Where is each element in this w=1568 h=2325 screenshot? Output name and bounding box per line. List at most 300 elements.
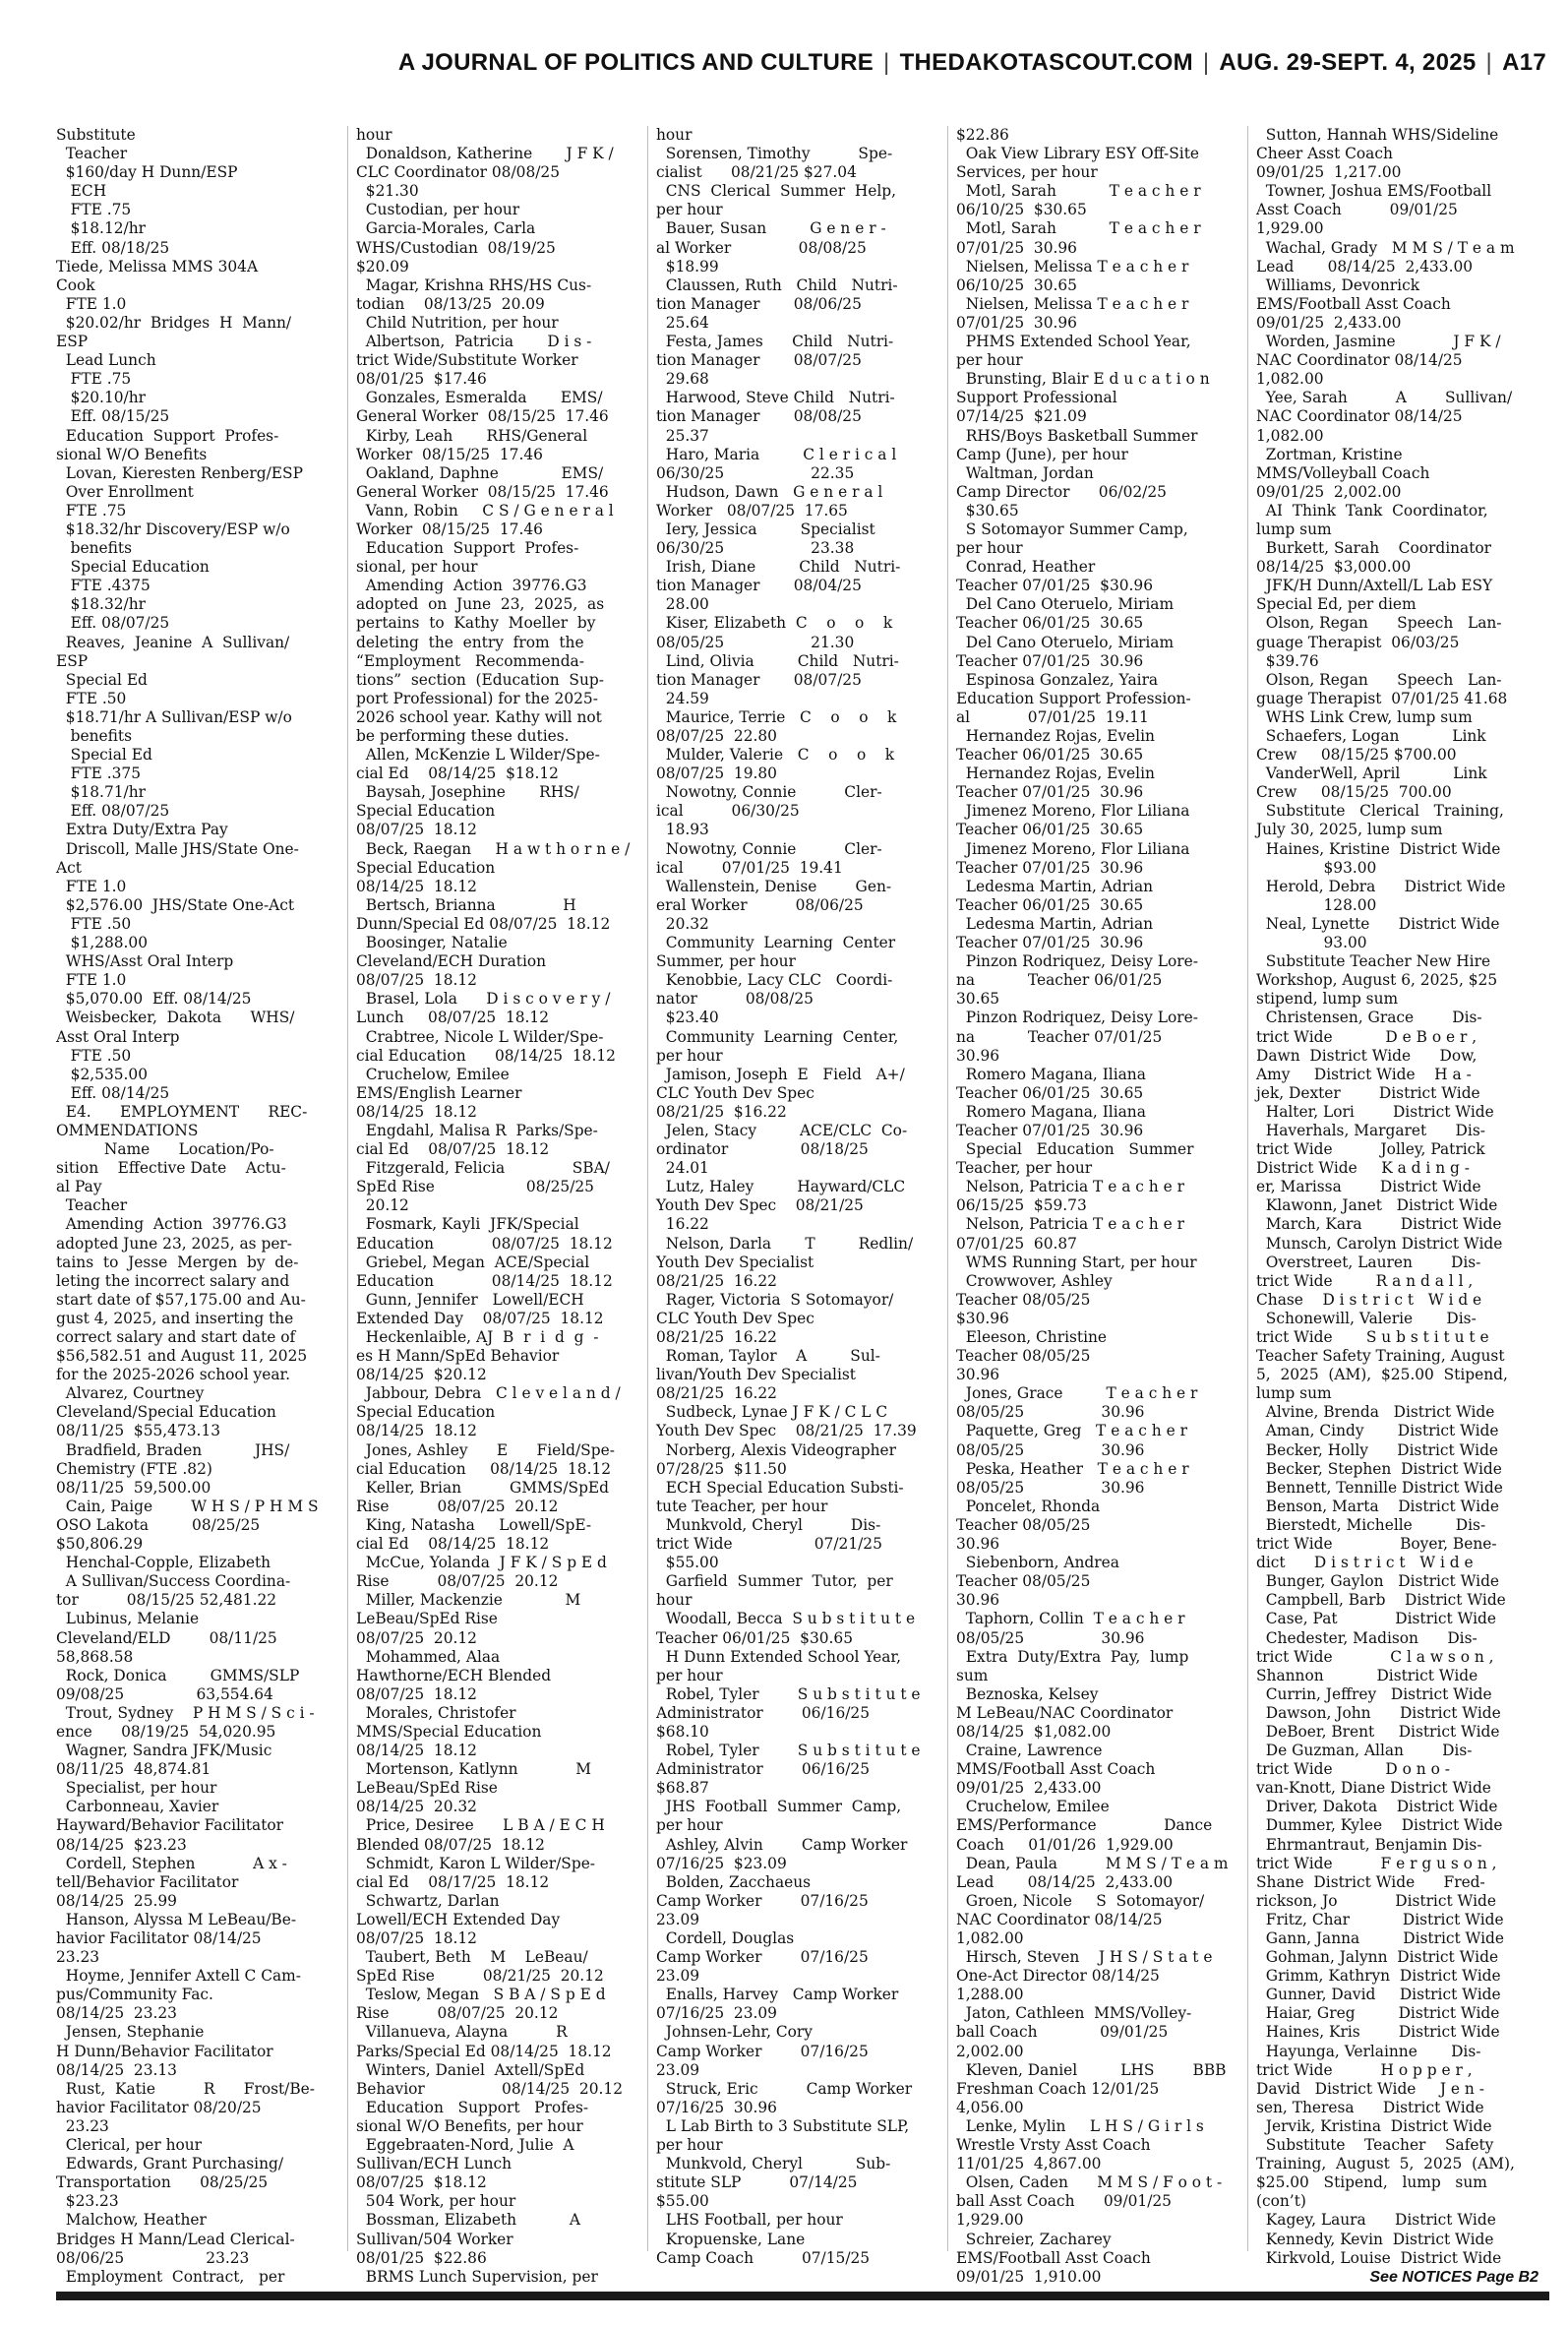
notice-line: jek, Dexter District Wide bbox=[1256, 1083, 1480, 1102]
notice-line: 20.12 bbox=[356, 1196, 409, 1215]
notice-line: ball Coach 09/01/25 bbox=[956, 2023, 1169, 2042]
notice-line: rickson, Jo District Wide bbox=[1256, 1891, 1496, 1910]
notice-line: Campbell, Barb District Wide bbox=[1256, 1591, 1506, 1610]
notice-line: Claussen, Ruth Child Nutri- bbox=[656, 275, 898, 294]
notice-line: 08/07/25 19.80 bbox=[656, 765, 777, 783]
notice-line: Teacher 08/05/25 bbox=[956, 1290, 1091, 1309]
notice-line: Schaefers, Logan Link bbox=[1256, 727, 1486, 745]
notice-line: Teacher 07/01/25 30.96 bbox=[956, 783, 1144, 802]
notice-line: Blended 08/07/25 18.12 bbox=[356, 1835, 545, 1854]
notice-line: Kleven, Daniel LHS BBB bbox=[956, 2060, 1227, 2079]
notice-line: tute Teacher, per hour bbox=[656, 1497, 828, 1515]
notice-line: Education Support Profes- bbox=[356, 539, 579, 558]
notice-line: Munkvold, Cheryl Sub- bbox=[656, 2155, 891, 2173]
notice-line: Carbonneau, Xavier bbox=[56, 1798, 219, 1816]
notice-line: M LeBeau/NAC Coordinator bbox=[956, 1703, 1174, 1722]
notice-line: 08/21/25 16.22 bbox=[656, 1384, 777, 1403]
notice-line: Lutz, Haley Hayward/CLC bbox=[656, 1178, 906, 1196]
notice-line: Brunsting, Blair E d u c a t i o n bbox=[956, 370, 1210, 389]
notice-line: 08/11/25 59,500.00 bbox=[56, 1478, 211, 1497]
notice-line: Munsch, Carolyn District Wide bbox=[1256, 1234, 1503, 1253]
notice-line: Camp Worker 07/16/25 bbox=[656, 2042, 869, 2060]
notice-line: $30.96 bbox=[956, 1309, 1009, 1327]
notice-line: Maurice, Terrie C o o k bbox=[656, 707, 897, 726]
notice-line: King, Natasha Lowell/SpE- bbox=[356, 1515, 592, 1534]
notice-line: Crowwover, Ashley bbox=[956, 1271, 1113, 1290]
notice-line: Teacher 07/01/25 30.96 bbox=[956, 858, 1144, 877]
notice-line: Taphorn, Collin T e a c h e r bbox=[956, 1610, 1185, 1628]
notice-line: $1,288.00 bbox=[56, 934, 149, 952]
notice-line: Kenobbie, Lacy CLC Coordi- bbox=[656, 971, 893, 990]
notice-line: Olson, Regan Speech Lan- bbox=[1256, 670, 1502, 689]
notice-line: SpEd Rise 08/25/25 bbox=[356, 1178, 594, 1196]
notice-line: 08/07/25 18.12 bbox=[356, 1929, 477, 1947]
notice-line: 16.22 bbox=[656, 1215, 709, 1234]
notice-line: Substitute Teacher New Hire bbox=[1256, 952, 1491, 971]
notice-line: (con’t) bbox=[1256, 2192, 1306, 2211]
notice-line: 58,868.58 bbox=[56, 1647, 134, 1666]
notice-line: tion Manager 08/07/25 bbox=[656, 351, 862, 370]
notice-line: Griebel, Megan ACE/Special bbox=[356, 1253, 590, 1271]
notice-line: BRMS Lunch Supervision, per bbox=[356, 2267, 598, 2286]
notice-line: Dummer, Kylee District Wide bbox=[1256, 1816, 1503, 1835]
notice-line: Amy District Wide H a - bbox=[1256, 1065, 1472, 1083]
notice-line: Robel, Tyler S u b s t i t u t e bbox=[656, 1684, 921, 1703]
notice-line: Custodian, per hour bbox=[356, 201, 520, 219]
notice-line: Enalls, Harvey Camp Worker bbox=[656, 1986, 899, 2004]
notice-line: Ledesma Martin, Adrian bbox=[956, 914, 1154, 933]
notice-line: al Pay bbox=[56, 1178, 102, 1196]
notice-column-3 bbox=[656, 126, 938, 2267]
notice-line: havior Facilitator 08/14/25 bbox=[56, 1929, 262, 1947]
notice-line: Dawn District Wide Dow, bbox=[1256, 1046, 1478, 1065]
notice-line: Wrestle Vrsty Asst Coach bbox=[956, 2136, 1151, 2155]
notice-line: pus/Community Fac. bbox=[56, 1986, 213, 2004]
notice-line: Teacher bbox=[56, 1196, 128, 1215]
notice-line: Espinosa Gonzalez, Yaira bbox=[956, 670, 1159, 689]
notice-line: 1,082.00 bbox=[1256, 426, 1324, 445]
notice-line: Halter, Lori District Wide bbox=[1256, 1102, 1494, 1121]
notice-line: Community Learning Center bbox=[656, 934, 896, 952]
notice-line: Bunger, Gaylon District Wide bbox=[1256, 1572, 1500, 1591]
notice-line: Lowell/ECH Extended Day bbox=[356, 1910, 561, 1928]
notice-line: Teacher 07/01/25 30.96 bbox=[956, 651, 1144, 670]
column-divider bbox=[647, 126, 648, 2251]
notice-line: adopted on June 23, 2025, as bbox=[356, 595, 605, 614]
notice-line: Baysah, Josephine RHS/ bbox=[356, 783, 579, 802]
notice-line: Johnsen-Lehr, Cory bbox=[656, 2023, 813, 2042]
notice-line: trict Wide H o p p e r , bbox=[1256, 2060, 1473, 2079]
notice-line: trict Wide D e B o e r , bbox=[1256, 1027, 1478, 1046]
notice-line: Currin, Jeffrey District Wide bbox=[1256, 1684, 1492, 1703]
notice-line: 08/21/25 16.22 bbox=[656, 1271, 777, 1290]
notice-line: Cheer Asst Coach bbox=[1256, 145, 1393, 163]
notice-line: cial Ed 08/17/25 18.12 bbox=[356, 1872, 550, 1891]
notice-line: Name Location/Po- bbox=[56, 1140, 274, 1159]
notice-line: cialist 08/21/25 $27.04 bbox=[656, 163, 857, 182]
notice-line: Haiar, Greg District Wide bbox=[1256, 2004, 1500, 2023]
notice-line: trict Wide/Substitute Worker bbox=[356, 351, 578, 370]
notice-line: Schmidt, Karon L Wilder/Spe- bbox=[356, 1854, 596, 1872]
notice-line: sional W/O Benefits bbox=[56, 445, 208, 463]
notice-line: Asst Oral Interp bbox=[56, 1027, 180, 1046]
notice-line: Magar, Krishna RHS/HS Cus- bbox=[356, 275, 592, 294]
notice-line: FTE .50 bbox=[56, 1046, 132, 1065]
notice-line: Support Professional bbox=[956, 389, 1117, 407]
notice-line: Lubinus, Melanie bbox=[56, 1610, 200, 1628]
notice-line: 08/14/25 18.12 bbox=[356, 1422, 477, 1440]
notice-line: NAC Coordinator 08/14/25 bbox=[1256, 407, 1463, 426]
notice-line: 06/30/25 22.35 bbox=[656, 463, 855, 482]
notice-line: Dawson, John District Wide bbox=[1256, 1703, 1501, 1722]
notice-line: cial Education 08/14/25 18.12 bbox=[356, 1046, 616, 1065]
notice-line: E4. EMPLOYMENT REC- bbox=[56, 1102, 308, 1121]
notice-line: Substitute Clerical Training, bbox=[1256, 802, 1504, 821]
publication-tagline: A JOURNAL OF POLITICS AND CULTURE bbox=[397, 49, 874, 76]
notice-line: Motl, Sarah T e a c h e r bbox=[956, 219, 1201, 238]
notice-line: WHS/Custodian 08/19/25 bbox=[356, 238, 556, 257]
notice-line: sum bbox=[956, 1666, 989, 1684]
notice-line: Towner, Joshua EMS/Football bbox=[1256, 182, 1492, 201]
notice-line: 24.59 bbox=[656, 689, 709, 707]
notice-line: JHS Football Summer Camp, bbox=[656, 1798, 902, 1816]
notice-line: $21.30 bbox=[356, 182, 419, 201]
notice-line: $18.12/hr bbox=[56, 219, 146, 238]
column-divider bbox=[1247, 126, 1248, 2251]
notice-line: trict Wide D o n o - bbox=[1256, 1760, 1450, 1779]
notice-line: Nowotny, Connie Cler- bbox=[656, 783, 882, 802]
notice-line: Mulder, Valerie C o o k bbox=[656, 746, 895, 765]
notice-line: 08/14/25 18.12 bbox=[356, 877, 477, 895]
notice-line: WHS/Asst Oral Interp bbox=[56, 952, 234, 971]
notice-line: Cain, Paige W H S / P H M S bbox=[56, 1497, 319, 1515]
notice-line: Special Ed, per diem bbox=[1256, 595, 1417, 614]
notice-line: trict Wide Boyer, Bene- bbox=[1256, 1535, 1497, 1554]
notice-line: na Teacher 07/01/25 bbox=[956, 1027, 1163, 1046]
notice-line: Gunn, Jennifer Lowell/ECH bbox=[356, 1290, 584, 1309]
notice-line: Hawthorne/ECH Blended bbox=[356, 1666, 552, 1684]
notice-line: 06/10/25 $30.65 bbox=[956, 201, 1087, 219]
notice-line: trict Wide C l a w s o n , bbox=[1256, 1647, 1494, 1666]
notice-line: Substitute bbox=[56, 126, 136, 144]
notice-line: trict Wide R a n d a l l , bbox=[1256, 1271, 1474, 1290]
notice-line: Malchow, Heather bbox=[56, 2211, 207, 2230]
notice-line: Cleveland/ECH Duration bbox=[356, 952, 547, 971]
notice-line: 23.09 bbox=[656, 2060, 700, 2079]
notice-line: Cleveland/Special Education bbox=[56, 1403, 276, 1422]
notice-line: Sullivan/ECH Lunch bbox=[356, 2155, 513, 2173]
notice-line: Sutton, Hannah WHS/Sideline bbox=[1256, 126, 1499, 144]
notice-line: Camp Director 06/02/25 bbox=[956, 482, 1167, 501]
notice-line: WMS Running Start, per hour bbox=[956, 1253, 1197, 1271]
notice-line: 08/05/25 30.96 bbox=[956, 1478, 1145, 1497]
notice-line: FTE .375 bbox=[56, 765, 142, 783]
notice-line: Olsen, Caden M M S / F o o t - bbox=[956, 2173, 1223, 2192]
notice-line: ical 06/30/25 bbox=[656, 802, 800, 821]
notice-column-5 bbox=[1256, 126, 1538, 2267]
issue-dates: AUG. 29-SEPT. 4, 2025 bbox=[1219, 49, 1477, 76]
notice-line: per hour bbox=[956, 539, 1023, 558]
notice-line: Villanueva, Alayna R bbox=[356, 2023, 568, 2042]
notice-line: Lead 08/14/25 2,433.00 bbox=[956, 1872, 1174, 1891]
notice-line: 30.96 bbox=[956, 1591, 1000, 1610]
notice-line: $68.87 bbox=[656, 1779, 709, 1798]
notice-line: Coach 01/01/26 1,929.00 bbox=[956, 1835, 1174, 1854]
notice-line: Shane District Wide Fred- bbox=[1256, 1872, 1485, 1891]
notice-line: General Worker 08/15/25 17.46 bbox=[356, 482, 609, 501]
notice-line: Taubert, Beth M LeBeau/ bbox=[356, 1948, 588, 1967]
notice-line: Grimm, Kathryn District Wide bbox=[1256, 1967, 1501, 1986]
notice-line: Dean, Paula M M S / T e a m bbox=[956, 1854, 1229, 1872]
notice-line: Rock, Donica GMMS/SLP bbox=[56, 1666, 300, 1684]
notice-line: Oak View Library ESY Off-Site bbox=[956, 145, 1200, 163]
notice-line: SpEd Rise 08/21/25 20.12 bbox=[356, 1967, 604, 1986]
notice-line: MMS/Special Education bbox=[356, 1722, 542, 1741]
notice-line: ordinator 08/18/25 bbox=[656, 1140, 869, 1159]
notice-line: Vann, Robin C S / G e n e r a l bbox=[356, 501, 614, 520]
notice-line: WHS Link Crew, lump sum bbox=[1256, 707, 1473, 726]
notice-line: 2,002.00 bbox=[956, 2042, 1024, 2060]
notice-line: 08/14/25 $3,000.00 bbox=[1256, 558, 1412, 577]
notice-line: 08/14/25 18.12 bbox=[356, 1102, 477, 1121]
notice-line: Rise 08/07/25 20.12 bbox=[356, 1497, 559, 1515]
notice-line: Cleveland/ELD 08/11/25 bbox=[56, 1628, 277, 1647]
notice-line: $25.00 Stipend, lump sum bbox=[1256, 2173, 1487, 2192]
notice-line: Bradfield, Braden JHS/ bbox=[56, 1440, 290, 1459]
notice-line: David District Wide J e n - bbox=[1256, 2079, 1484, 2098]
notice-line: “Employment Recommenda- bbox=[356, 651, 584, 670]
notice-column-1 bbox=[56, 126, 338, 2286]
notice-line: Crew 08/15/25 $700.00 bbox=[1256, 746, 1457, 765]
notice-line: al 07/01/25 19.11 bbox=[956, 707, 1149, 726]
notice-line: EMS/Performance Dance bbox=[956, 1816, 1213, 1835]
notice-line: Teacher Safety Training, August bbox=[1256, 1347, 1505, 1366]
notice-line: Special Ed bbox=[56, 670, 148, 689]
notice-line: Fosmark, Kayli JFK/Special bbox=[356, 1215, 579, 1234]
notice-line: $2,576.00 JHS/State One-Act bbox=[56, 895, 295, 914]
notice-line: Kirkvold, Louise District Wide bbox=[1256, 2248, 1502, 2267]
notice-line: Eggebraaten-Nord, Julie A bbox=[356, 2136, 574, 2155]
notice-line: Haines, Kristine District Wide bbox=[1256, 839, 1501, 858]
notice-line: van-Knott, Diane District Wide bbox=[1256, 1779, 1491, 1798]
notice-line: benefits bbox=[56, 727, 133, 745]
notice-line: OSO Lakota 08/25/25 bbox=[56, 1515, 261, 1534]
notice-line: tion Manager 08/08/25 bbox=[656, 407, 862, 426]
notice-line: Irish, Diane Child Nutri- bbox=[656, 558, 901, 577]
notice-line: ESP bbox=[56, 333, 89, 351]
notice-line: Asst Coach 09/01/25 bbox=[1256, 201, 1458, 219]
notice-line: Waltman, Jordan bbox=[956, 463, 1094, 482]
notice-line: Schonewill, Valerie Dis- bbox=[1256, 1309, 1477, 1327]
notice-line: Lenke, Mylin L H S / G i r l s bbox=[956, 2116, 1204, 2135]
notice-line: PHMS Extended School Year, bbox=[956, 333, 1191, 351]
notice-line: 08/11/25 48,874.81 bbox=[56, 1760, 211, 1779]
notice-line: ball Asst Coach 09/01/25 bbox=[956, 2192, 1172, 2211]
notice-line: Tiede, Melissa MMS 304A bbox=[56, 257, 259, 275]
notice-line: Teacher, per hour bbox=[956, 1159, 1093, 1178]
notice-line: Lind, Olivia Child Nutri- bbox=[656, 651, 899, 670]
notice-line: ECH bbox=[56, 182, 107, 201]
notice-line: Mortenson, Katlynn M bbox=[356, 1760, 591, 1779]
notice-line: $30.65 bbox=[956, 501, 1019, 520]
notice-line: sen, Theresa District Wide bbox=[1256, 2098, 1484, 2116]
notice-line: Summer, per hour bbox=[656, 952, 796, 971]
notice-column-2 bbox=[356, 126, 638, 2286]
notice-line: Cordell, Stephen A x - bbox=[56, 1854, 287, 1872]
notice-line: Camp Worker 07/16/25 bbox=[656, 1948, 869, 1967]
notice-line: guage Therapist 07/01/25 41.68 bbox=[1256, 689, 1508, 707]
notice-line: 08/05/25 30.96 bbox=[956, 1440, 1145, 1459]
continued-notice-link[interactable]: See NOTICES Page B2 bbox=[1369, 2269, 1538, 2286]
page-number: A17 bbox=[1502, 49, 1546, 76]
notice-line: todian 08/13/25 20.09 bbox=[356, 294, 545, 313]
notice-line: McCue, Yolanda J F K / S p E d bbox=[356, 1554, 607, 1572]
notice-line: Teacher 06/01/25 30.65 bbox=[956, 746, 1144, 765]
notice-line: 07/14/25 $21.09 bbox=[956, 407, 1087, 426]
notice-line: start date of $57,175.00 and Au- bbox=[56, 1290, 306, 1309]
masthead-text bbox=[398, 49, 1546, 77]
notice-line: 25.64 bbox=[656, 313, 709, 332]
notice-line: $23.40 bbox=[656, 1009, 719, 1027]
notice-line: $18.71/hr bbox=[56, 783, 146, 802]
notice-line: 23.09 bbox=[656, 1910, 700, 1928]
notice-line: 08/14/25 23.23 bbox=[56, 2004, 177, 2023]
notice-line: for the 2025-2026 school year. bbox=[56, 1366, 291, 1384]
notice-line: Winters, Daniel Axtell/SpEd bbox=[356, 2060, 585, 2079]
notice-line: 24.01 bbox=[656, 1159, 709, 1178]
notice-line: Eff. 08/07/25 bbox=[56, 614, 170, 633]
notice-line: cial Ed 08/07/25 18.12 bbox=[356, 1140, 550, 1159]
notice-line: Cordell, Douglas bbox=[656, 1929, 795, 1947]
notice-line: 08/01/25 $22.86 bbox=[356, 2248, 487, 2267]
notice-line: FTE .75 bbox=[56, 201, 132, 219]
notice-line: Rise 08/07/25 20.12 bbox=[356, 1572, 559, 1591]
notice-line: Robel, Tyler S u b s t i t u t e bbox=[656, 1742, 921, 1760]
notice-line: Teacher 06/01/25 30.65 bbox=[956, 895, 1144, 914]
notice-line: Worker 08/15/25 17.46 bbox=[356, 520, 543, 538]
notice-line: Teslow, Megan S B A / S p E d bbox=[356, 1986, 606, 2004]
notice-line: 08/07/25 18.12 bbox=[356, 1684, 477, 1703]
notice-line: port Professional) for the 2025- bbox=[356, 689, 598, 707]
notice-line: Henchal-Copple, Elizabeth bbox=[56, 1554, 271, 1572]
notice-line: 08/14/25 23.13 bbox=[56, 2060, 177, 2079]
notice-line: Cook bbox=[56, 275, 95, 294]
notice-line: ence 08/19/25 54,020.95 bbox=[56, 1722, 276, 1741]
notice-line: 09/01/25 1,910.00 bbox=[956, 2267, 1102, 2286]
notice-line: Romero Magana, Iliana bbox=[956, 1102, 1146, 1121]
notice-line: Employment Contract, per bbox=[56, 2267, 285, 2286]
masthead-separator: | bbox=[1202, 49, 1210, 76]
notice-line: Teacher 07/01/25 30.96 bbox=[956, 1121, 1144, 1139]
notice-line: Crew 08/15/25 700.00 bbox=[1256, 783, 1452, 802]
notice-line: Aman, Cindy District Wide bbox=[1256, 1422, 1499, 1440]
notice-line: cial Ed 08/14/25 18.12 bbox=[356, 1535, 550, 1554]
notice-line: ECH Special Education Substi- bbox=[656, 1478, 904, 1497]
website-link[interactable]: THEDAKOTASCOUT.COM bbox=[899, 49, 1193, 76]
notice-line: Keller, Brian GMMS/SpEd bbox=[356, 1478, 610, 1497]
notice-line: Gunner, David District Wide bbox=[1256, 1986, 1501, 2004]
notice-line: Camp (June), per hour bbox=[956, 445, 1128, 463]
notice-line: Lead 08/14/25 2,433.00 bbox=[1256, 257, 1474, 275]
notice-line: FTE .50 bbox=[56, 914, 132, 933]
notice-line: 06/15/25 $59.73 bbox=[956, 1196, 1087, 1215]
notice-line: Bossman, Elizabeth A bbox=[356, 2211, 580, 2230]
notice-line: Special Ed bbox=[56, 746, 152, 765]
notice-line: Bierstedt, Michelle Dis- bbox=[1256, 1515, 1486, 1534]
notice-line: 1,082.00 bbox=[1256, 370, 1324, 389]
notice-line: Allen, McKenzie L Wilder/Spe- bbox=[356, 746, 600, 765]
notice-line: Cruchelow, Emilee bbox=[356, 1065, 510, 1083]
notice-line: Eleeson, Christine bbox=[956, 1328, 1108, 1346]
notice-line: FTE .75 bbox=[56, 501, 127, 520]
notice-line: Ashley, Alvin Camp Worker bbox=[656, 1835, 908, 1854]
notice-line: Bolden, Zacchaeus bbox=[656, 1872, 812, 1891]
notice-line: Hernandez Rojas, Evelin bbox=[956, 765, 1155, 783]
notice-line: Education 08/07/25 18.12 bbox=[356, 1234, 613, 1253]
notice-line: 08/07/25 18.12 bbox=[356, 971, 477, 990]
notice-line: gust 4, 2025, and inserting the bbox=[56, 1309, 294, 1327]
notice-line: Teacher 06/01/25 30.65 bbox=[956, 614, 1144, 633]
notice-line: Worden, Jasmine J F K / bbox=[1256, 333, 1501, 351]
masthead-separator: | bbox=[1485, 49, 1493, 76]
notice-line: EMS/English Learner bbox=[356, 1083, 522, 1102]
notice-line: A Sullivan/Success Coordina- bbox=[56, 1572, 291, 1591]
notice-line: Del Cano Oteruelo, Miriam bbox=[956, 633, 1175, 651]
notice-line: 08/07/25 22.80 bbox=[656, 727, 777, 745]
notice-line: NAC Coordinator 08/14/25 bbox=[956, 1910, 1163, 1928]
notice-line: sional W/O Benefits, per hour bbox=[356, 2116, 583, 2135]
notice-line: es H Mann/SpEd Behavior bbox=[356, 1347, 560, 1366]
notice-line: $68.10 bbox=[656, 1722, 709, 1741]
notice-line: 08/14/25 25.99 bbox=[56, 1891, 177, 1910]
notice-line: deleting the entry from the bbox=[356, 633, 584, 651]
notice-line: Miller, Mackenzie M bbox=[356, 1591, 581, 1610]
notice-line: Harwood, Steve Child Nutri- bbox=[656, 389, 895, 407]
notice-line: ical 07/01/25 19.41 bbox=[656, 858, 843, 877]
notice-line: Williams, Devonrick bbox=[1256, 275, 1420, 294]
notice-line: Iery, Jessica Specialist bbox=[656, 520, 875, 538]
notice-line: 20.32 bbox=[656, 914, 709, 933]
notice-line: nator 08/08/25 bbox=[656, 990, 814, 1009]
notice-line: Nelson, Patricia T e a c h e r bbox=[956, 1215, 1184, 1234]
notice-line: stipend, lump sum bbox=[1256, 990, 1399, 1009]
notice-line: 08/06/25 23.23 bbox=[56, 2248, 250, 2267]
notice-line: 07/16/25 $23.09 bbox=[656, 1854, 787, 1872]
notice-line: tor 08/15/25 52,481.22 bbox=[56, 1591, 277, 1610]
notice-line: Craine, Lawrence bbox=[956, 1742, 1103, 1760]
notice-line: Garcia-Morales, Carla bbox=[356, 219, 536, 238]
notice-line: $18.71/hr A Sullivan/ESP w/o bbox=[56, 707, 292, 726]
notice-line: 08/21/25 16.22 bbox=[656, 1328, 777, 1346]
notice-line: Special Education bbox=[356, 858, 496, 877]
notice-line: Yee, Sarah A Sullivan/ bbox=[1256, 389, 1513, 407]
notice-line: 06/10/25 30.65 bbox=[956, 275, 1077, 294]
notice-line: Freshman Coach 12/01/25 bbox=[956, 2079, 1160, 2098]
notice-line: 11/01/25 4,867.00 bbox=[956, 2155, 1102, 2173]
notice-line: 09/01/25 1,217.00 bbox=[1256, 163, 1402, 182]
notice-line: Rust, Katie R Frost/Be- bbox=[56, 2079, 315, 2098]
notice-line: Jelen, Stacy ACE/CLC Co- bbox=[656, 1121, 908, 1139]
notice-line: Jamison, Joseph E Field A+/ bbox=[656, 1065, 905, 1083]
notice-line: 30.96 bbox=[956, 1535, 1000, 1554]
notice-line: EMS/Football Asst Coach bbox=[956, 2248, 1151, 2267]
notice-line: Kiser, Elizabeth C o o k bbox=[656, 614, 893, 633]
notice-line: Teacher 06/01/25 30.65 bbox=[956, 1083, 1144, 1102]
notice-line: Del Cano Oteruelo, Miriam bbox=[956, 595, 1175, 614]
notice-line: Hoyme, Jennifer Axtell C Cam- bbox=[56, 1967, 301, 1986]
notice-line: per hour bbox=[956, 351, 1023, 370]
column-divider bbox=[947, 126, 948, 2251]
